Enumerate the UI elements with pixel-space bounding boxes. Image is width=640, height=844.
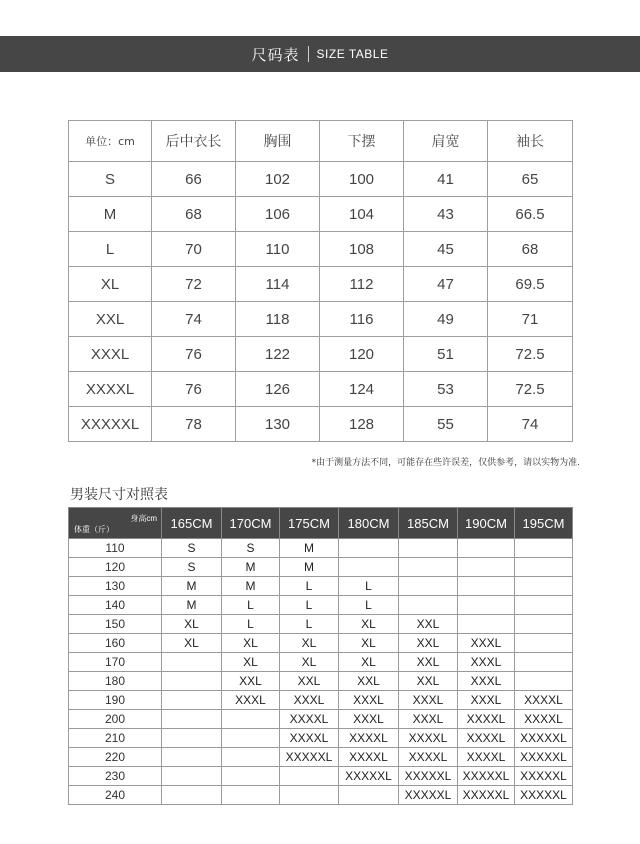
size-recommendation-cell: XXXXXL: [458, 786, 515, 805]
size-recommendation-cell: [515, 558, 573, 577]
table-row: [69, 710, 573, 729]
measurement-cell: 66: [152, 162, 236, 197]
weight-cell: 190: [69, 691, 162, 710]
size-recommendation-cell: XL: [162, 615, 222, 634]
measurement-cell: 51: [404, 337, 488, 372]
measurement-cell: 55: [404, 407, 488, 442]
size-recommendation-cell: XL: [222, 653, 280, 672]
table-row: [69, 672, 573, 691]
size-table-header-cell: 袖长: [488, 121, 573, 162]
size-recommendation-cell: [162, 786, 222, 805]
measurement-cell: 69.5: [488, 267, 573, 302]
measurement-cell: 76: [152, 337, 236, 372]
size-recommendation-cell: XXL: [399, 672, 458, 691]
size-recommendation-cell: XL: [222, 634, 280, 653]
size-label-cell: S: [69, 162, 152, 197]
size-recommendation-cell: [162, 653, 222, 672]
size-recommendation-cell: [162, 710, 222, 729]
size-recommendation-cell: [399, 596, 458, 615]
size-recommendation-cell: XXXL: [399, 691, 458, 710]
weight-cell: 210: [69, 729, 162, 748]
weight-cell: 240: [69, 786, 162, 805]
size-recommendation-cell: [515, 596, 573, 615]
table-row: [69, 767, 573, 786]
size-recommendation-cell: XXXXL: [280, 729, 339, 748]
size-recommendation-cell: XL: [339, 634, 399, 653]
size-table: [68, 120, 573, 442]
title-cn: 尺码表: [251, 45, 300, 64]
size-recommendation-cell: L: [339, 577, 399, 596]
size-recommendation-cell: L: [339, 596, 399, 615]
size-recommendation-cell: [399, 577, 458, 596]
measurement-cell: 68: [152, 197, 236, 232]
size-recommendation-cell: M: [162, 577, 222, 596]
measurement-cell: 128: [320, 407, 404, 442]
size-recommendation-cell: XXL: [399, 634, 458, 653]
size-recommendation-cell: XXL: [339, 672, 399, 691]
men-chart-title: 男装尺寸对照表: [70, 487, 168, 503]
table-row: [69, 407, 573, 442]
size-recommendation-cell: L: [222, 596, 280, 615]
measurement-cell: 108: [320, 232, 404, 267]
size-recommendation-cell: XL: [339, 653, 399, 672]
size-table-header-row: [69, 121, 573, 162]
size-recommendation-cell: [515, 577, 573, 596]
weight-cell: 180: [69, 672, 162, 691]
size-recommendation-cell: L: [222, 615, 280, 634]
weight-axis-label: 体重（斤）: [74, 525, 114, 534]
size-recommendation-cell: [222, 767, 280, 786]
size-recommendation-cell: [222, 786, 280, 805]
size-label-cell: XXXXL: [69, 372, 152, 407]
size-recommendation-cell: [458, 539, 515, 558]
table-row: [69, 596, 573, 615]
size-recommendation-cell: [222, 710, 280, 729]
size-recommendation-cell: XXXL: [399, 710, 458, 729]
title-banner: [0, 36, 640, 72]
size-recommendation-cell: XXXL: [458, 672, 515, 691]
size-recommendation-cell: [222, 729, 280, 748]
weight-cell: 130: [69, 577, 162, 596]
size-recommendation-cell: [458, 577, 515, 596]
measurement-cell: 41: [404, 162, 488, 197]
weight-cell: 120: [69, 558, 162, 577]
table-row: [69, 748, 573, 767]
table-row: [69, 162, 573, 197]
table-row: [69, 729, 573, 748]
measurement-cell: 68: [488, 232, 573, 267]
size-table-header-cell: 单位：cm: [69, 121, 152, 162]
weight-cell: 200: [69, 710, 162, 729]
measurement-cell: 118: [236, 302, 320, 337]
size-recommendation-cell: [280, 786, 339, 805]
size-recommendation-cell: [162, 729, 222, 748]
height-header-cell: 185CM: [399, 508, 458, 539]
measurement-cell: 104: [320, 197, 404, 232]
size-recommendation-cell: M: [222, 558, 280, 577]
size-recommendation-cell: XXXL: [339, 710, 399, 729]
measurement-cell: 74: [152, 302, 236, 337]
size-recommendation-cell: [280, 767, 339, 786]
measurement-cell: 70: [152, 232, 236, 267]
size-recommendation-cell: XXL: [222, 672, 280, 691]
weight-cell: 110: [69, 539, 162, 558]
title-divider: [308, 46, 309, 62]
size-recommendation-cell: XXXXL: [339, 729, 399, 748]
weight-cell: 230: [69, 767, 162, 786]
size-label-cell: M: [69, 197, 152, 232]
size-label-cell: XXXL: [69, 337, 152, 372]
size-recommendation-cell: XXL: [280, 672, 339, 691]
size-recommendation-cell: [162, 691, 222, 710]
size-recommendation-cell: [399, 558, 458, 577]
table-row: [69, 267, 573, 302]
table-row: [69, 577, 573, 596]
measurement-cell: 53: [404, 372, 488, 407]
size-recommendation-cell: [339, 558, 399, 577]
size-recommendation-cell: [162, 748, 222, 767]
size-recommendation-cell: XXXXXL: [515, 748, 573, 767]
size-recommendation-cell: XXXL: [458, 653, 515, 672]
size-label-cell: XXXXXL: [69, 407, 152, 442]
size-recommendation-cell: L: [280, 596, 339, 615]
size-recommendation-cell: [515, 539, 573, 558]
measurement-note: *由于测量方法不同，可能存在些许误差，仅供参考，请以实物为准.: [311, 458, 580, 468]
measurement-cell: 72: [152, 267, 236, 302]
measurement-cell: 74: [488, 407, 573, 442]
size-recommendation-cell: XXXXL: [339, 748, 399, 767]
size-recommendation-cell: XXXXXL: [515, 786, 573, 805]
table-row: [69, 197, 573, 232]
measurement-cell: 126: [236, 372, 320, 407]
measurement-cell: 72.5: [488, 337, 573, 372]
height-axis-label: 身高cm: [130, 514, 157, 523]
size-recommendation-cell: M: [280, 558, 339, 577]
size-recommendation-cell: XXXXXL: [515, 729, 573, 748]
size-recommendation-cell: [162, 672, 222, 691]
size-recommendation-cell: XXXXL: [399, 748, 458, 767]
table-row: [69, 691, 573, 710]
size-recommendation-cell: [515, 653, 573, 672]
size-recommendation-cell: [515, 672, 573, 691]
size-recommendation-cell: XL: [280, 634, 339, 653]
size-recommendation-cell: XXXXL: [280, 710, 339, 729]
measurement-cell: 78: [152, 407, 236, 442]
table-row: [69, 615, 573, 634]
size-recommendation-cell: S: [222, 539, 280, 558]
size-table-header-cell: 肩宽: [404, 121, 488, 162]
measurement-cell: 71: [488, 302, 573, 337]
measurement-cell: 102: [236, 162, 320, 197]
size-recommendation-cell: XXL: [399, 615, 458, 634]
measurement-cell: 43: [404, 197, 488, 232]
table-row: [69, 634, 573, 653]
table-row: [69, 539, 573, 558]
size-recommendation-cell: XXXL: [280, 691, 339, 710]
size-recommendation-cell: M: [280, 539, 339, 558]
measurement-cell: 47: [404, 267, 488, 302]
size-recommendation-cell: XXXXXL: [280, 748, 339, 767]
men-size-chart: [68, 507, 573, 805]
title-en: SIZE TABLE: [316, 47, 389, 61]
size-table-header-cell: 胸围: [236, 121, 320, 162]
size-recommendation-cell: XXXXL: [458, 729, 515, 748]
weight-cell: 220: [69, 748, 162, 767]
measurement-cell: 49: [404, 302, 488, 337]
measurement-cell: 116: [320, 302, 404, 337]
size-recommendation-cell: XXXL: [458, 634, 515, 653]
size-table-header-cell: 下摆: [320, 121, 404, 162]
measurement-cell: 66.5: [488, 197, 573, 232]
measurement-cell: 65: [488, 162, 573, 197]
size-recommendation-cell: XXXXXL: [399, 786, 458, 805]
size-recommendation-cell: [458, 615, 515, 634]
size-recommendation-cell: M: [222, 577, 280, 596]
table-row: [69, 786, 573, 805]
table-row: [69, 337, 573, 372]
measurement-cell: 114: [236, 267, 320, 302]
measurement-cell: 76: [152, 372, 236, 407]
measurement-cell: 100: [320, 162, 404, 197]
size-recommendation-cell: M: [162, 596, 222, 615]
weight-cell: 160: [69, 634, 162, 653]
height-header-cell: 165CM: [162, 508, 222, 539]
height-header-cell: 190CM: [458, 508, 515, 539]
size-recommendation-cell: XL: [339, 615, 399, 634]
size-label-cell: XXL: [69, 302, 152, 337]
weight-cell: 150: [69, 615, 162, 634]
size-recommendation-cell: XL: [280, 653, 339, 672]
measurement-cell: 124: [320, 372, 404, 407]
table-row: [69, 302, 573, 337]
size-recommendation-cell: XXXXL: [458, 748, 515, 767]
height-header-cell: 170CM: [222, 508, 280, 539]
size-recommendation-cell: [515, 634, 573, 653]
height-header-cell: 195CM: [515, 508, 573, 539]
measurement-cell: 72.5: [488, 372, 573, 407]
size-recommendation-cell: S: [162, 539, 222, 558]
size-recommendation-cell: L: [280, 577, 339, 596]
size-recommendation-cell: [162, 767, 222, 786]
size-recommendation-cell: XXXXL: [515, 710, 573, 729]
height-header-cell: 180CM: [339, 508, 399, 539]
size-recommendation-cell: XXXL: [339, 691, 399, 710]
table-row: [69, 232, 573, 267]
size-recommendation-cell: XXXL: [222, 691, 280, 710]
size-recommendation-cell: XXXXL: [515, 691, 573, 710]
measurement-cell: 110: [236, 232, 320, 267]
measurement-cell: 120: [320, 337, 404, 372]
size-recommendation-cell: XXXXL: [399, 729, 458, 748]
measurement-cell: 122: [236, 337, 320, 372]
table-row: [69, 653, 573, 672]
table-row: [69, 558, 573, 577]
size-table-header-cell: 后中衣长: [152, 121, 236, 162]
size-recommendation-cell: [458, 558, 515, 577]
size-recommendation-cell: S: [162, 558, 222, 577]
measurement-cell: 130: [236, 407, 320, 442]
size-recommendation-cell: XXXXXL: [458, 767, 515, 786]
size-recommendation-cell: XXXXXL: [399, 767, 458, 786]
size-recommendation-cell: [339, 539, 399, 558]
size-recommendation-cell: XXXXXL: [515, 767, 573, 786]
size-recommendation-cell: [515, 615, 573, 634]
height-header-cell: 175CM: [280, 508, 339, 539]
weight-cell: 170: [69, 653, 162, 672]
men-chart-header-row: [69, 508, 573, 539]
size-recommendation-cell: XL: [162, 634, 222, 653]
measurement-cell: 45: [404, 232, 488, 267]
size-recommendation-cell: [222, 748, 280, 767]
size-label-cell: L: [69, 232, 152, 267]
corner-cell: [69, 508, 162, 539]
size-recommendation-cell: [458, 596, 515, 615]
size-recommendation-cell: L: [280, 615, 339, 634]
size-recommendation-cell: XXXL: [458, 691, 515, 710]
size-recommendation-cell: [339, 786, 399, 805]
weight-cell: 140: [69, 596, 162, 615]
size-label-cell: XL: [69, 267, 152, 302]
size-recommendation-cell: XXXXL: [458, 710, 515, 729]
measurement-cell: 112: [320, 267, 404, 302]
measurement-cell: 106: [236, 197, 320, 232]
size-recommendation-cell: XXXXXL: [339, 767, 399, 786]
size-recommendation-cell: XXL: [399, 653, 458, 672]
table-row: [69, 372, 573, 407]
size-recommendation-cell: [399, 539, 458, 558]
